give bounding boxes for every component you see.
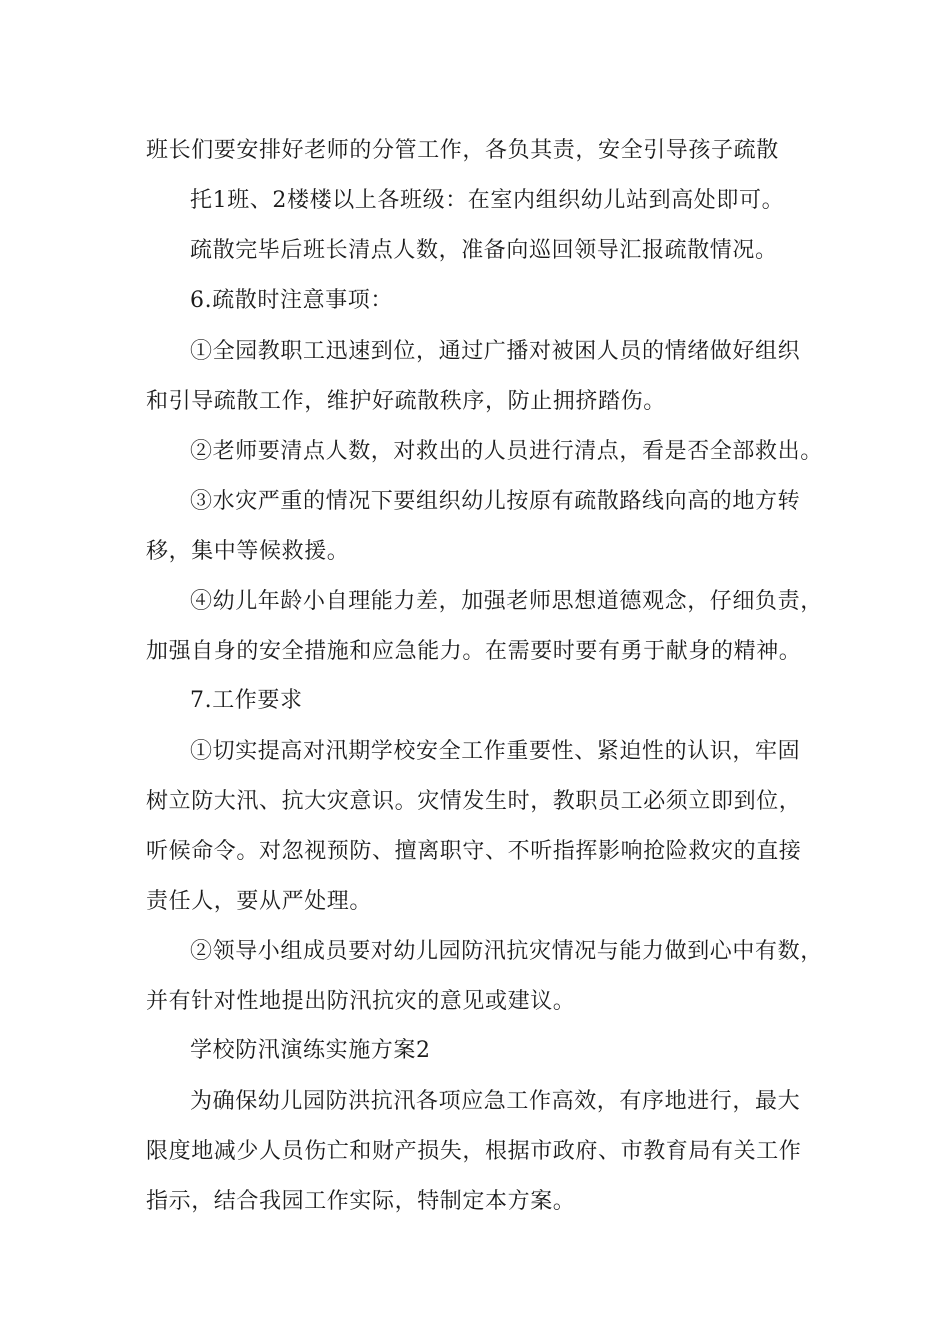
text-line: 责任人，要从严处理。 <box>146 889 373 914</box>
text-line: 班长们要安排好老师的分管工作，各负其责，安全引导孩子疏散 <box>146 138 779 163</box>
text-line: 移，集中等候救援。 <box>146 539 350 564</box>
text-line: 加强自身的安全措施和应急能力。在需要时要有勇于献身的精神。 <box>146 639 802 664</box>
text-line: ①切实提高对汛期学校安全工作重要性、紧迫性的认识，牢固 <box>190 739 801 764</box>
text-line: 为确保幼儿园防洪抗汛各项应急工作高效，有序地进行，最大 <box>190 1089 801 1114</box>
text-line: 听候命令。对忽视预防、擅离职守、不听指挥影响抢险救灾的直接 <box>146 839 802 864</box>
text-line: ④幼儿年龄小自理能力差，加强老师思想道德观念，仔细负责， <box>190 589 823 614</box>
section-heading: 7.工作要求 <box>190 688 303 713</box>
document-subtitle: 学校防汛演练实施方案2 <box>190 1038 431 1063</box>
text-line: 限度地减少人员伤亡和财产损失，根据市政府、市教育局有关工作 <box>146 1139 802 1164</box>
text-line: 指示，结合我园工作实际，特制定本方案。 <box>146 1189 576 1214</box>
text-line: 疏散完毕后班长清点人数，准备向巡回领导汇报疏散情况。 <box>190 238 778 263</box>
section-heading: 6.疏散时注意事项： <box>190 288 393 313</box>
text-line: 托1班、2楼楼以上各班级：在室内组织幼儿站到高处即可。 <box>190 188 785 213</box>
text-line: ②老师要清点人数，对救出的人员进行清点，看是否全部救出。 <box>190 439 823 464</box>
text-line: ①全园教职工迅速到位，通过广播对被困人员的情绪做好组织 <box>190 339 801 364</box>
text-line: ③水灾严重的情况下要组织幼儿按原有疏散路线向高的地方转 <box>190 489 801 514</box>
text-line: 和引导疏散工作，维护好疏散秩序，防止拥挤踏伤。 <box>146 389 666 414</box>
text-line: 并有针对性地提出防汛抗灾的意见或建议。 <box>146 989 576 1014</box>
text-line: ②领导小组成员要对幼儿园防汛抗灾情况与能力做到心中有数， <box>190 939 823 964</box>
text-line: 树立防大汛、抗大灾意识。灾情发生时，教职员工必须立即到位， <box>146 789 802 814</box>
